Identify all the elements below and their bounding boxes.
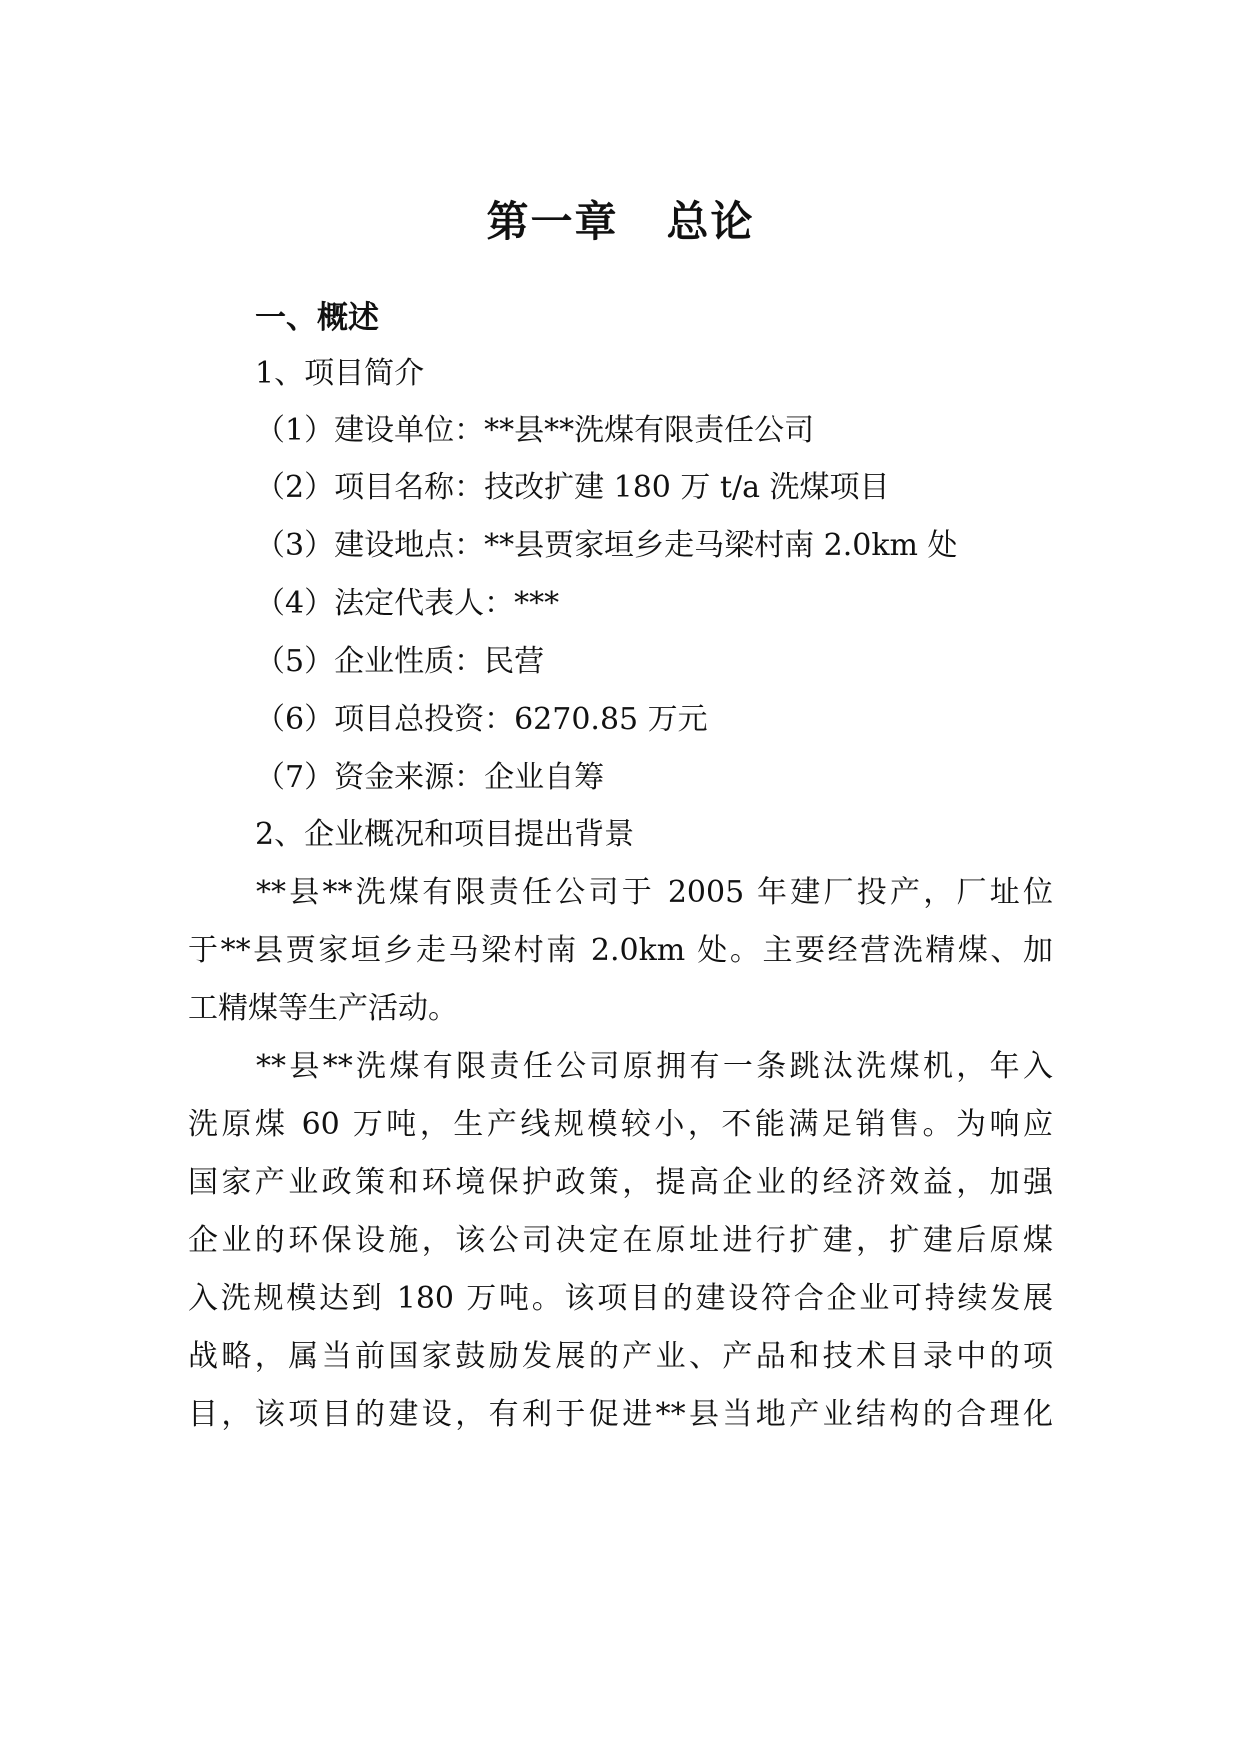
list-item: （1）建设单位：**县**洗煤有限责任公司 bbox=[255, 413, 815, 448]
list-item: （3）建设地点：**县贾家垣乡走马梁村南 2.0km 处 bbox=[255, 528, 958, 563]
paragraph-line: **县**洗煤有限责任公司原拥有一条跳汰洗煤机，年入 bbox=[256, 1049, 1053, 1084]
chapter-number: 第一章 bbox=[486, 197, 619, 246]
paragraph-line: **县**洗煤有限责任公司于 2005 年建厂投产，厂址位 bbox=[256, 875, 1053, 910]
paragraph-line: 国家产业政策和环境保护政策，提高企业的经济效益，加强 bbox=[188, 1165, 1053, 1200]
list-item: （4）法定代表人：*** bbox=[255, 586, 560, 621]
chapter-title bbox=[0, 192, 1241, 252]
subsection-heading-project-intro: 1、项目简介 bbox=[255, 356, 425, 391]
chapter-name: 总论 bbox=[666, 197, 755, 246]
section-heading: 一、概述 bbox=[255, 300, 379, 336]
paragraph-line: 企业的环保设施，该公司决定在原址进行扩建，扩建后原煤 bbox=[188, 1223, 1053, 1258]
list-item: （7）资金来源：企业自筹 bbox=[255, 760, 605, 795]
paragraph-line: 目，该项目的建设，有利于促进**县当地产业结构的合理化 bbox=[188, 1397, 1053, 1432]
list-item: （2）项目名称：技改扩建 180 万 t/a 洗煤项目 bbox=[255, 470, 890, 505]
paragraph-line: 战略，属当前国家鼓励发展的产业、产品和技术目录中的项 bbox=[188, 1339, 1053, 1374]
paragraph-line: 入洗规模达到 180 万吨。该项目的建设符合企业可持续发展 bbox=[188, 1281, 1053, 1316]
paragraph-line: 于**县贾家垣乡走马梁村南 2.0km 处。主要经营洗精煤、加 bbox=[188, 933, 1053, 968]
paragraph-line: 洗原煤 60 万吨，生产线规模较小，不能满足销售。为响应 bbox=[188, 1107, 1053, 1142]
list-item: （5）企业性质：民营 bbox=[255, 644, 545, 679]
paragraph-line: 工精煤等生产活动。 bbox=[188, 991, 458, 1026]
subsection-heading-background: 2、企业概况和项目提出背景 bbox=[255, 817, 635, 852]
list-item: （6）项目总投资：6270.85 万元 bbox=[255, 702, 708, 737]
